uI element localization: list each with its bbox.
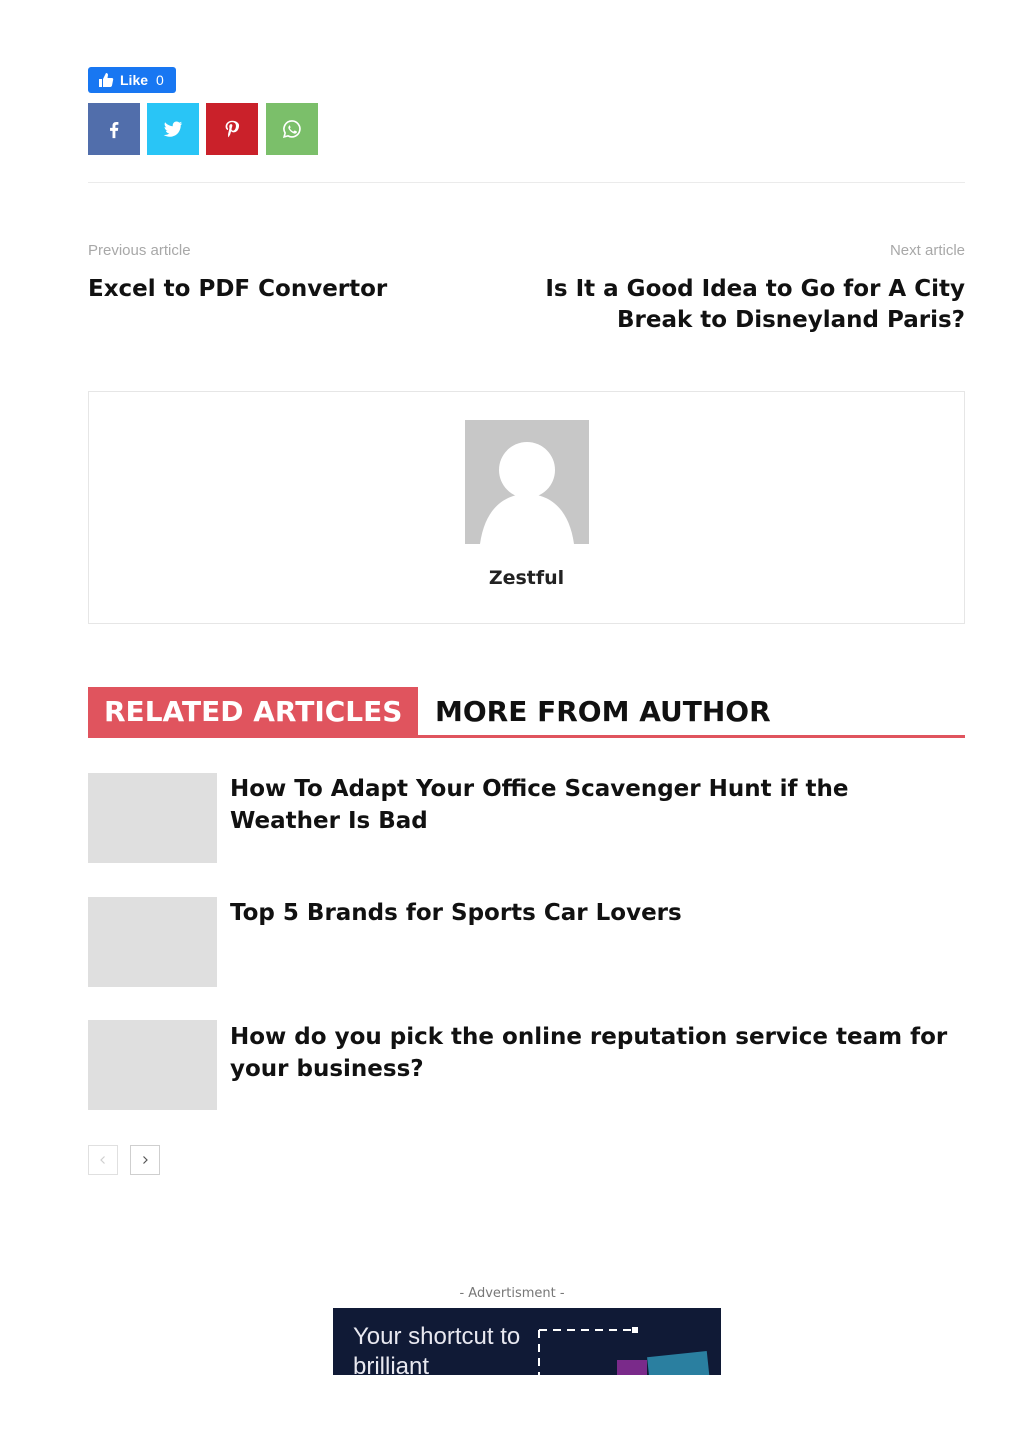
- thumbs-up-icon: [98, 72, 114, 88]
- facebook-share-button[interactable]: [88, 103, 140, 155]
- like-label: Like: [120, 72, 149, 88]
- next-article-link[interactable]: Is It a Good Idea to Go for A City Break to Disneyland Paris?: [545, 276, 965, 333]
- like-count: 0: [156, 72, 164, 88]
- pinterest-share-button[interactable]: [206, 103, 258, 155]
- article-title-link[interactable]: How do you pick the online reputation service team for your business?: [230, 1024, 948, 1082]
- facebook-icon: [103, 118, 125, 140]
- pager-prev-button[interactable]: [88, 1145, 118, 1175]
- twitter-icon: [162, 118, 184, 140]
- twitter-share-button[interactable]: [147, 103, 199, 155]
- article-title-link[interactable]: Top 5 Brands for Sports Car Lovers: [230, 900, 682, 926]
- section-divider: [88, 182, 965, 183]
- tab-related-articles[interactable]: RELATED ARTICLES: [88, 687, 418, 736]
- author-name[interactable]: Zestful: [488, 567, 565, 589]
- tab-underline: [88, 735, 965, 738]
- chevron-left-icon: [98, 1155, 108, 1165]
- article-thumbnail[interactable]: [88, 897, 217, 987]
- advertisement-label: - Advertisment -: [459, 1286, 565, 1301]
- pager-next-button[interactable]: [130, 1145, 160, 1175]
- ad-banner-text: Your shortcut to brilliant: [353, 1323, 521, 1375]
- previous-article-link[interactable]: Excel to PDF Convertor: [88, 276, 388, 302]
- user-placeholder-icon: [465, 420, 589, 544]
- article-title-link[interactable]: How To Adapt Your Office Scavenger Hunt if the Weather Is Bad: [230, 776, 849, 834]
- tab-more-from-author[interactable]: MORE FROM AUTHOR: [435, 695, 771, 728]
- previous-article-label: Previous article: [88, 242, 191, 259]
- avatar[interactable]: [465, 420, 589, 544]
- next-article-label: Next article: [889, 242, 965, 259]
- article-thumbnail[interactable]: [88, 1020, 217, 1110]
- article-thumbnail[interactable]: [88, 773, 217, 863]
- facebook-like-button[interactable]: [88, 67, 176, 93]
- advertisement-banner[interactable]: [333, 1308, 721, 1375]
- whatsapp-icon: [281, 118, 303, 140]
- chevron-right-icon: [140, 1155, 150, 1165]
- ad-graphic: [533, 1308, 721, 1375]
- pinterest-icon: [221, 118, 243, 140]
- whatsapp-share-button[interactable]: [266, 103, 318, 155]
